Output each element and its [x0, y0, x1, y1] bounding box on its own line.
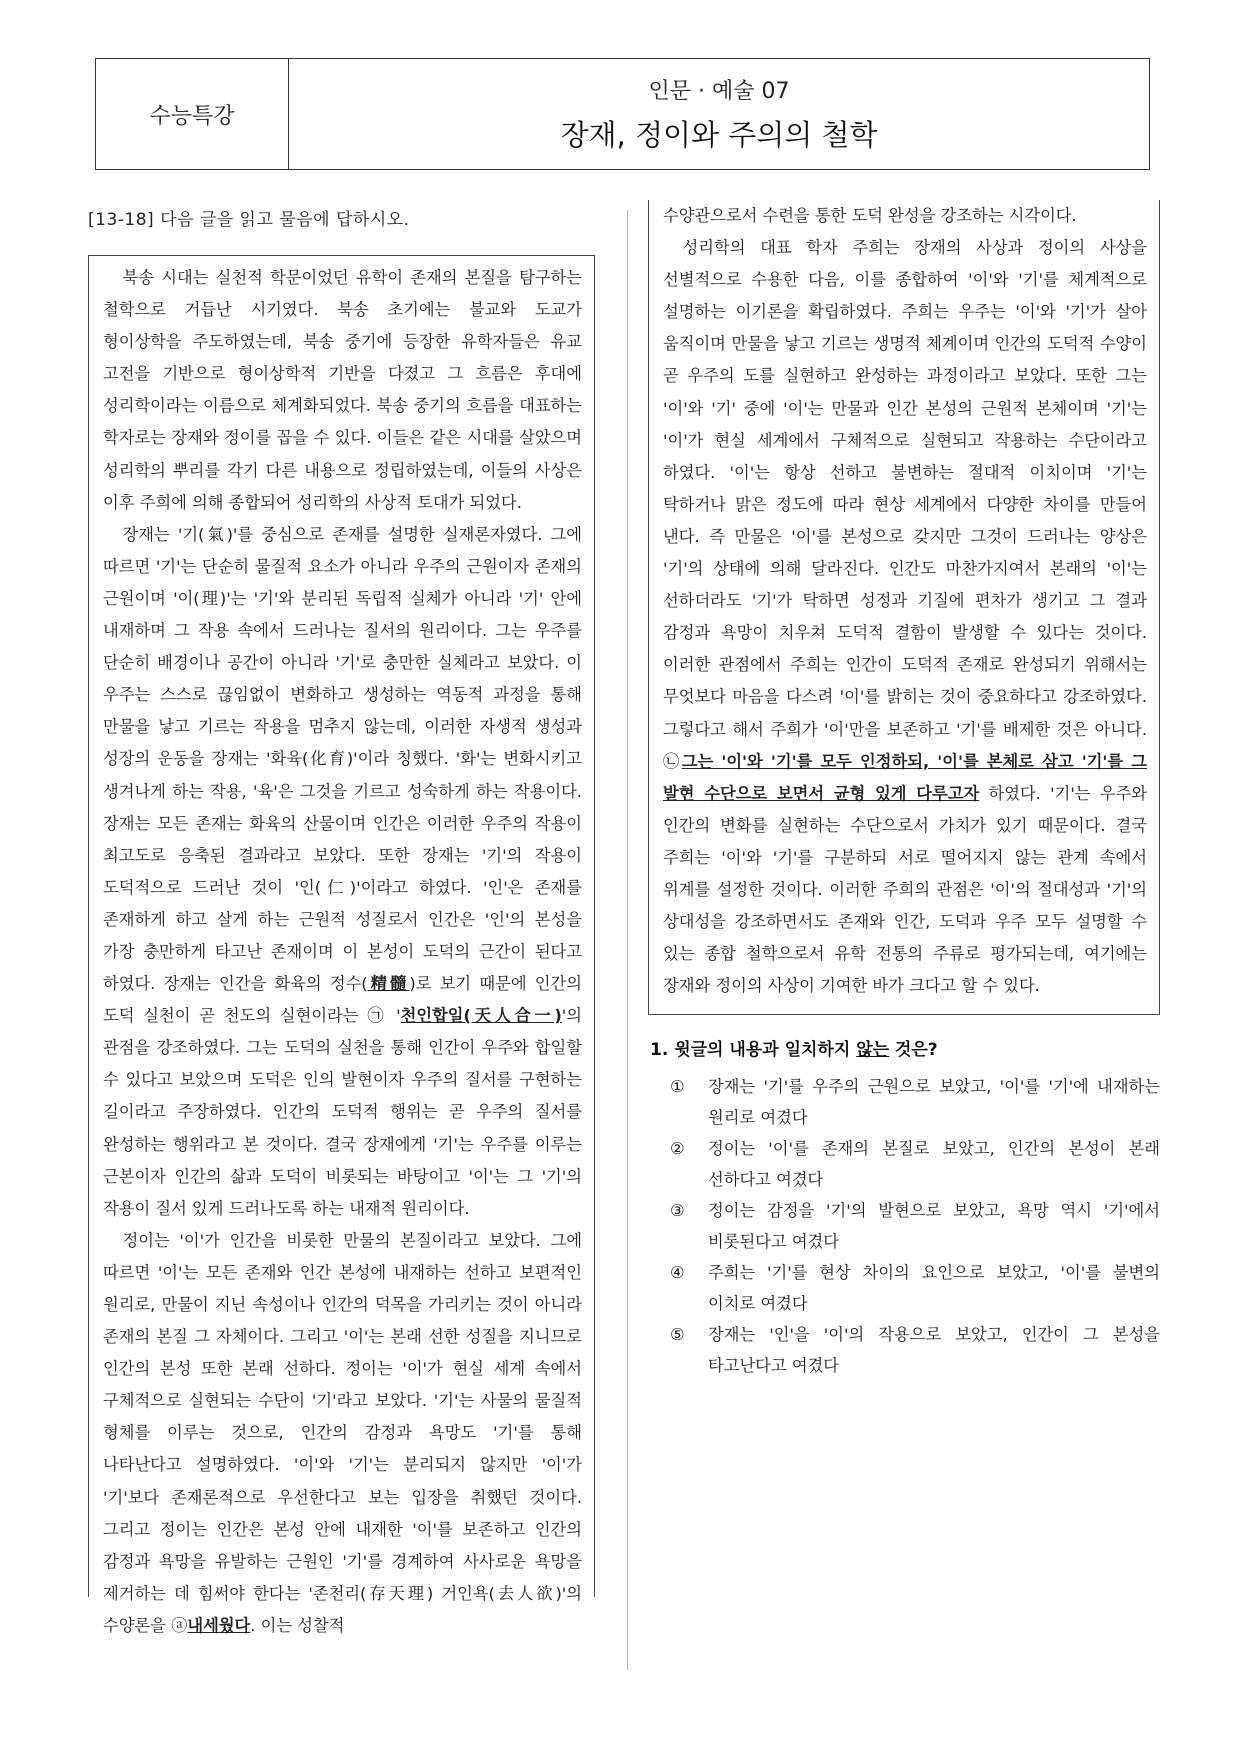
choice-number: ① — [670, 1077, 685, 1096]
page-title: 장재, 정이와 주의의 철학 — [560, 118, 878, 152]
choice-text: 정이는 감정을 '기'의 발현으로 보았고, 욕망 역시 '기'에서 비롯된다고 여겼다 — [708, 1201, 1160, 1251]
passage-paragraph-2: 장재는 '기(氣)'를 중심으로 존재를 설명한 실재론자였다. 그에 따르면 '기'는 단순히 물질적 요소가 아니라 우주의 근원이자 존재의 근원이며 '이(理)'는 '기'와 분리된 독립적 실체가 아니라 '기' 안에 내재하며 그 작용 속에서 드러나는 질서의 원리이다. 그는 우주를 단순히 배경이나 공간이 아니라 '기'로 충만한 실체라고 보았다. 이 우주는 스스로 끊임없이 변화하고 생성하는 역동적 과정을 통해 만물을 낳고 기르는 작용을 멈추지 않는데, 이러한 자생적 생성과 성장의 운동을 장재는 '화육(化育)'이라 칭했다. '화'는 변화시키고 생겨나게 하는 작용, '육'은 그것을 기르고 성숙하게 하는 작용이다. 장재는 모든 존재는 화육의 산물이며 인간은 이러한 우주의 작용이 최고도로 응축된 결과라고 보았다. 또한 장재는 '기'의 작용이 도덕적으로 드러난 것이 '인(仁)'이라고 하였다. '인'은 존재를 존재하게 하고 살게 하는 근원적 성질로서 인간은 '인'의 본성을 가장 충만하게 타고난 존재이며 이 본성이 도덕의 근간이 된다고 하였다. 장재는 인간을 화육의 정수(精髓)로 보기 때문에 인간의 도덕 실천이 곧 천도의 실현이라는 ㉠ '천인합일(天人合一)'의 관점을 강조하였다. 그는 도덕의 실천을 통해 인간이 우주와 합일할 수 있다고 보았으며 도덕은 인의 발현이자 우주의 질서를 구현하는 길이라고 주장하였다. 인간의 도덕적 행위는 곧 우주의 질서를 완성하는 행위라고 본 것이다. 결국 장재에게 '기'는 우주를 이루는 근본이자 인간의 삶과 도덕이 비롯되는 바탕이고 '이'는 그 '기'의 작용이 질서 있게 드러나도록 하는 내재적 원리이다. — [103, 524, 583, 1218]
passage-marked-b: 그는 '이'와 '기'를 모두 인정하되, '이'를 본체로 삼고 '기'를 그 발현 수단으로 보면서 균형 있게 다루고자 — [663, 751, 1147, 803]
choice-5[interactable] — [650, 1320, 1160, 1381]
choice-number: ④ — [670, 1263, 685, 1282]
choice-1[interactable] — [650, 1072, 1160, 1133]
subject-label: 인문 · 예술 07 — [648, 79, 790, 104]
question-negation: 않는 — [856, 1040, 890, 1060]
choice-text: 주희는 '기'를 현상 차이의 요인으로 보았고, '이'를 불변의 이치로 여겼다 — [708, 1263, 1160, 1313]
choice-text: 장재는 '인'을 '이'의 작용으로 보았고, 인간이 그 본성을 타고난다고 여겼다 — [708, 1325, 1160, 1375]
passage-box-left — [88, 255, 595, 1635]
choice-number: ⑤ — [670, 1325, 685, 1344]
choice-text: 장재는 '기'를 우주의 근원으로 보았고, '이'를 '기'에 내재하는 원리로 여겼다 — [708, 1077, 1160, 1127]
passage-paragraph-3: 정이는 '이'가 인간을 비롯한 만물의 본질이라고 보았다. 그에 따르면 '이'는 모든 존재와 인간 본성에 내재하는 선하고 보편적인 원리로, 만물이 지닌 속성이나 인간의 덕목을 가리키는 것이 아니라 존재의 본질 그 자체이다. 그리고 '이'는 본래 선한 성질을 지니므로 인간의 본성 또한 본래 선하다. 정이는 '이'가 현실 세계 속에서 구체적으로 실현되는 수단이 '기'라고 보았다. '기'는 사물의 물질적 형체를 이루는 것으로, 인간의 감정과 욕망도 '기'를 통해 나타난다고 설명하였다. '이'와 '기'는 분리되지 않지만 '이'가 '기'보다 존재론적으로 우선한다고 보는 입장을 취했던 것이다. 그리고 정이는 인간은 본성 안에 내재한 '이'를 보존하고 인간의 감정과 욕망을 유발하는 근원인 '기'를 경계하여 사사로운 욕망을 제거하는 데 힘써야 한다는 '존천리(存天理) 거인욕(去人欲)'의 수양론을 ⓐ내세웠다. 이는 성찰적 — [103, 1230, 582, 1635]
choice-text: 정이는 '이'를 존재의 본질로 보았고, 인간의 본성이 본래 선하다고 여겼다 — [708, 1139, 1160, 1189]
header-box — [95, 58, 1150, 170]
passage-emphasis-jeongsu: 精髓 — [367, 974, 410, 994]
passage-paragraph-3-continued: 수양관으로서 수련을 통한 도덕 완성을 강조하는 시각이다. — [663, 206, 1077, 225]
choice-number: ② — [670, 1139, 685, 1158]
question-title: 1. 윗글의 내용과 일치하지 않는 것은? — [650, 1040, 938, 1060]
choice-3[interactable] — [650, 1196, 1160, 1257]
passage-paragraph-4: 성리학의 대표 학자 주희는 장재의 사상과 정이의 사상을 선별적으로 수용한 다음, 이를 종합하여 '이'와 '기'를 체계적으로 설명하는 이기론을 확립하였다. 주희는 우주는 '이'와 '기'가 살아 움직이며 만물을 낳고 기르는 생명적 체계이며 인간의 도덕적 수양이 곧 우주의 도를 실현하고 완성하는 과정이라고 보았다. 또한 그는 '이'와 '기' 중에 '이'는 만물과 인간 본성의 근원적 본체이며 '기'는 '이'가 현실 세계에서 구체적으로 실현되고 작용하는 수단이라고 하였다. '이'는 항상 선하고 불변하는 절대적 이치이며 '기'는 탁하거나 맑은 정도에 따라 현상 세계에서 다양한 차이를 만들어 낸다. 즉 만물은 '이'를 본성으로 갖지만 그것이 드러나는 양상은 '기'의 상태에 의해 달라진다. 인간도 마찬가지여서 본래의 '이'는 선하더라도 '기'가 탁하면 성정과 기질에 편차가 생기고 그 결과 감정과 욕망이 치우쳐 도덕적 결함이 발생할 수 있다는 것이다. 이러한 관점에서 주희는 인간이 도덕적 존재로 완성되기 위해서는 무엇보다 마음을 다스려 '이'를 밝히는 것이 중요하다고 강조하였다. 그렇다고 해서 주희가 '이'만을 보존하고 '기'를 배제한 것은 아니다. ㉡그는 '이'와 '기'를 모두 인정하되, '이'를 본체로 삼고 '기'를 그 발현 수단으로 보면서 균형 있게 다루고자 하였다. '기'는 우주와 인간의 변화를 실현하는 수단으로서 가치가 있기 때문이다. 결국 주희는 '이'와 '기'를 구분하되 서로 떨어지지 않는 관계 속에서 위계를 설정한 것이다. 이러한 주희의 관점은 '이'의 절대성과 '기'의 상대성을 강조하면서도 존재와 인간, 도덕과 우주 모두 설명할 수 있는 종합 철학으로서 유학 전통의 주류로 평가되는데, 여기에는 장재와 정이의 사상이 기여한 바가 크다고 할 수 있다. — [663, 238, 1147, 996]
question-intro: [13-18] 다음 글을 읽고 물음에 답하시오. — [88, 210, 410, 230]
passage-marked-word-a: 내세웠다 — [187, 1615, 251, 1635]
passage-box-right — [648, 200, 1160, 1015]
header-titles — [289, 59, 1149, 169]
choice-number: ③ — [670, 1201, 685, 1220]
passage-paragraph-1: 북송 시대는 실천적 학문이었던 유학이 존재의 본질을 탐구하는 철학으로 거듭난 시기였다. 북송 초기에는 불교와 도교가 형이상학을 주도하였는데, 북송 중기에 등장한 유학자들은 유교 고전을 기반으로 형이상학적 기반을 다졌고 그 흐름은 후대에 성리학이라는 이름으로 체계화되었다. 북송 중기의 흐름을 대표하는 학자로는 장재와 정이를 꼽을 수 있다. 이들은 같은 시대를 살았으며 성리학의 뿌리를 각기 다른 내용으로 정립하였는데, 이들의 사상은 이후 주희에 의해 종합되어 성리학의 사상적 토대가 되었다. — [103, 268, 582, 512]
column-divider — [627, 210, 628, 1670]
choice-4[interactable] — [650, 1258, 1160, 1319]
passage-marked-a: 천인합일(天人合一) — [400, 1006, 562, 1026]
header-label: 수능특강 — [96, 59, 289, 169]
choice-2[interactable] — [650, 1134, 1160, 1195]
question-1 — [650, 1035, 1160, 1382]
